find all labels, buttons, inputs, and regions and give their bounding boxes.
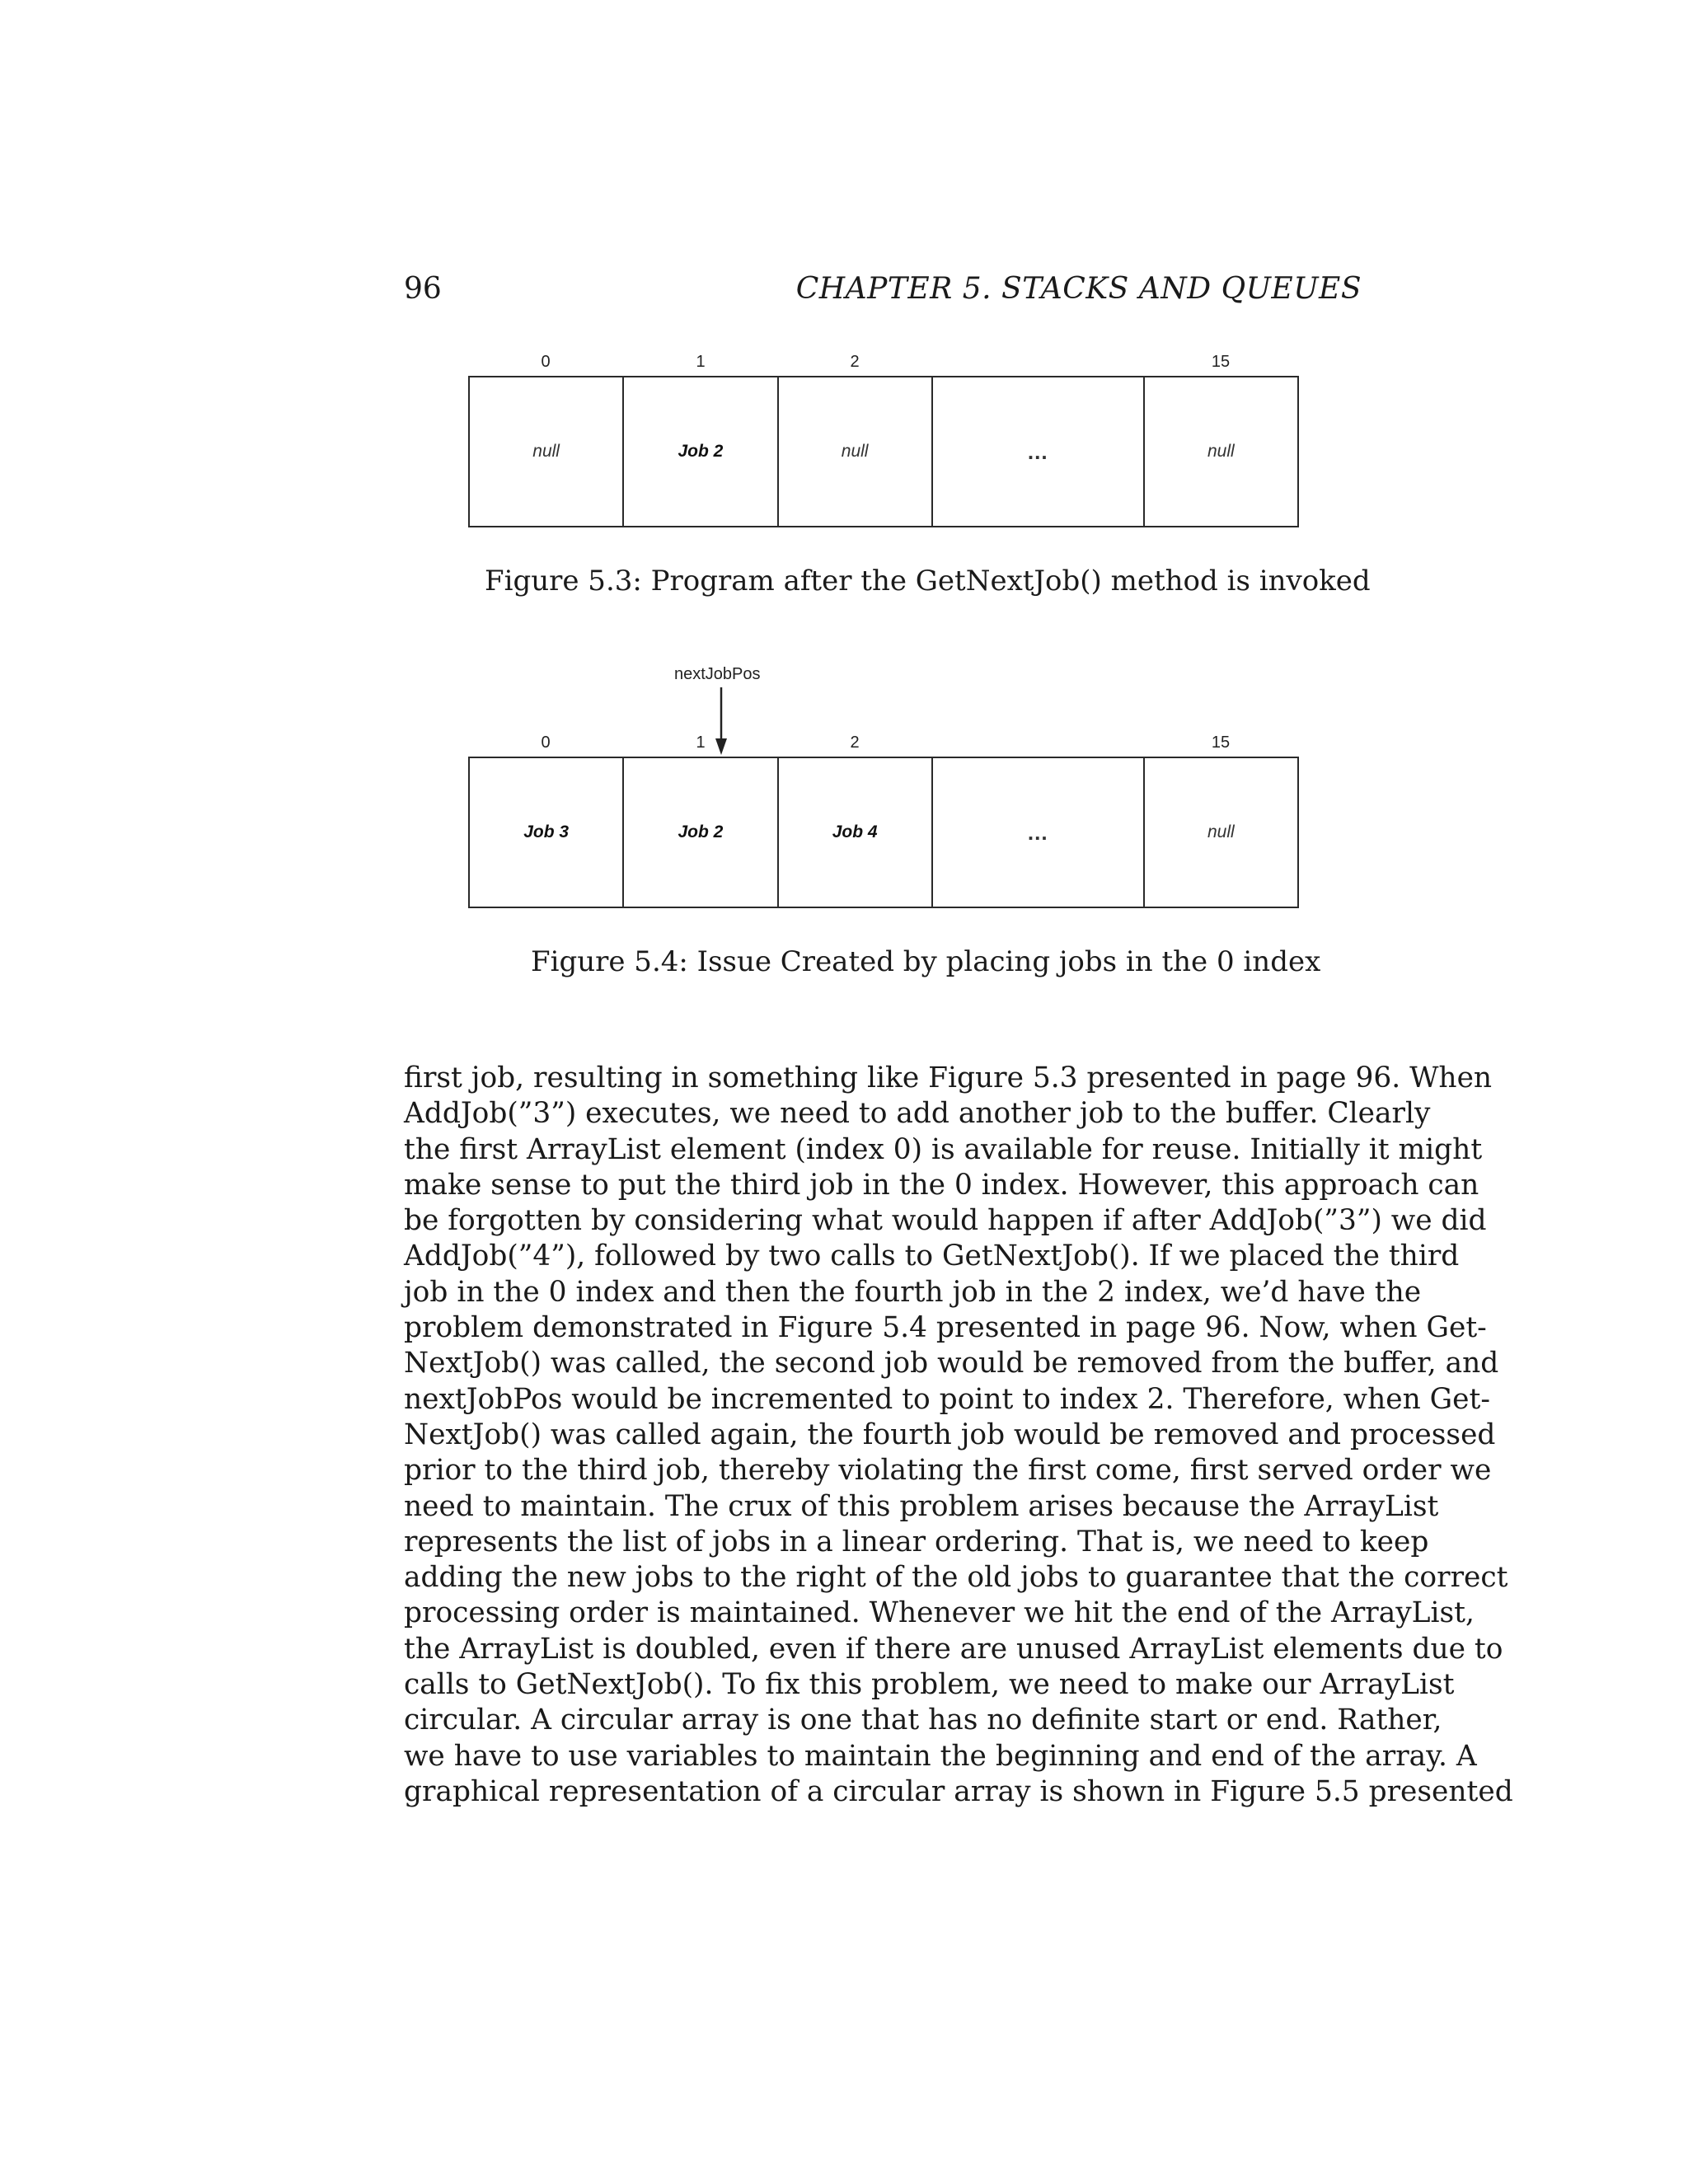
text-line: circular. A circular array is one that has no definite start or end. Rather, (404, 1704, 1442, 1737)
running-header (404, 272, 1362, 308)
array-cell: Job 3 (470, 758, 624, 907)
array-row (468, 376, 1299, 527)
text-line: graphical representation of a circular array is shown in Figure 5.5 presented (404, 1774, 1513, 1808)
figure-5-4 (468, 733, 1299, 912)
text-line: problem demonstrated in Figure 5.4 presented in page 96. Now, when Get- (404, 1311, 1487, 1345)
index-label: 0 (541, 733, 551, 752)
index-label: 2 (850, 353, 860, 371)
text-line: prior to the third job, thereby violating the first come, first served order we (404, 1454, 1492, 1488)
text-line: AddJob(”3”) executes, we need to add another job to the buffer. Clearly (404, 1097, 1431, 1131)
text-line: processing order is maintained. Whenever we hit the end of the ArrayList, (404, 1596, 1475, 1630)
index-label: 15 (1211, 733, 1231, 752)
text-line: need to maintain. The crux of this problem arises because the ArrayList (404, 1489, 1439, 1523)
array-cell: null (1207, 823, 1235, 841)
index-label: 1 (696, 733, 706, 752)
chapter-title: CHAPTER 5. STACKS AND QUEUES (795, 272, 1362, 306)
text-line: adding the new jobs to the right of the old jobs to guarantee that the correct (404, 1561, 1508, 1595)
text-line: calls to GetNextJob(). To fix this problem, we need to make our ArrayList (404, 1668, 1455, 1702)
ellipsis-cell: ... (933, 758, 1145, 907)
text-line: make sense to put the third job in the 0 index. However, this approach can (404, 1168, 1479, 1202)
array-cell: null (779, 377, 933, 526)
array-cell: Job 2 (624, 377, 778, 526)
page-number: 96 (404, 272, 442, 306)
text-line: the ArrayList is doubled, even if there are unused ArrayList elements due to (404, 1632, 1503, 1666)
text-line: the first ArrayList element (index 0) is available for reuse. Initially it might (404, 1132, 1483, 1166)
index-label: 0 (541, 353, 551, 371)
index-label: 15 (1211, 353, 1231, 371)
text-line: first job, resulting in something like Figure 5.3 presented in page 96. When (404, 1062, 1493, 1094)
text-line: be forgotten by considering what would happen if after AddJob(”3”) we did (404, 1204, 1487, 1238)
text-line: nextJobPos would be incremented to point to index 2. Therefore, when Get- (404, 1382, 1490, 1416)
index-label: 1 (696, 353, 706, 371)
array-cell: Job 4 (779, 758, 933, 907)
array-row (468, 757, 1299, 908)
body-paragraph (404, 1061, 1513, 1810)
text-line: we have to use variables to maintain the beginning and end of the array. A (404, 1739, 1477, 1773)
text-line: AddJob(”4”), followed by two calls to GetNextJob(). If we placed the third (404, 1240, 1460, 1273)
pointer-label: nextJobPos (674, 665, 761, 683)
figure-5-3 (468, 353, 1299, 531)
text-line: NextJob() was called, the second job would be removed from the buffer, and (404, 1347, 1499, 1380)
array-cell: Job 2 (624, 758, 778, 907)
text-line: NextJob() was called again, the fourth job would be removed and processed (404, 1418, 1496, 1451)
index-label: 2 (850, 733, 860, 752)
ellipsis-cell: ... (933, 377, 1145, 526)
text-line: represents the list of jobs in a linear ordering. That is, we need to keep (404, 1525, 1429, 1558)
text-line: job in the 0 index and then the fourth job in the 2 index, we’d have the (404, 1275, 1422, 1309)
figure-caption: Figure 5.4: Issue Created by placing jobs in the 0 index (531, 945, 1321, 978)
array-cell: null (470, 377, 624, 526)
array-cell: null (1207, 442, 1235, 461)
figure-caption: Figure 5.3: Program after the GetNextJob() method is invoked (485, 565, 1371, 598)
